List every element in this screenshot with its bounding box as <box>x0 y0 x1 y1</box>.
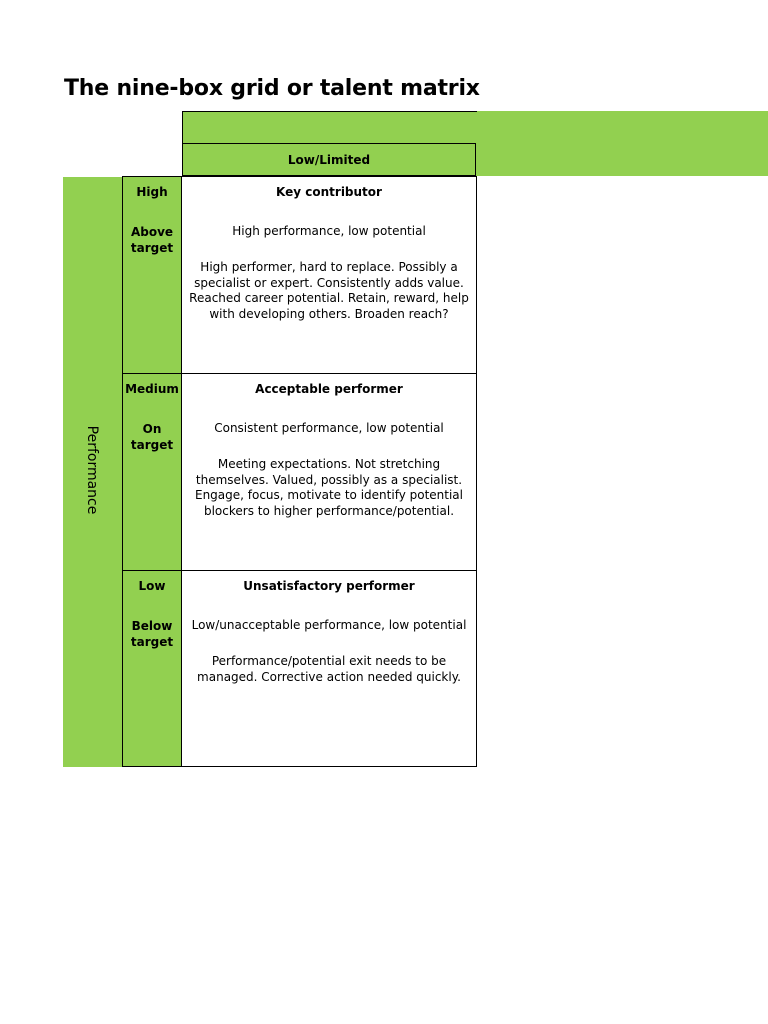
cell-unsatisfactory-performer <box>182 570 477 767</box>
cell-title: Acceptable performer <box>255 382 403 396</box>
cell-subtitle: Low/unacceptable performance, low potential <box>191 618 467 632</box>
column-header-low-limited: Low/Limited <box>182 143 476 176</box>
cell-subtitle: High performance, low potential <box>232 224 426 238</box>
cell-description: High performer, hard to replace. Possibly a specialist or expert. Consistently adds value. Reached career potential. Retain, reward, help with developing others. Broaden reach? <box>189 260 469 321</box>
row-label-high <box>122 176 182 373</box>
page-title: The nine-box grid or talent matrix <box>64 76 480 101</box>
cell-title: Unsatisfactory performer <box>243 579 415 593</box>
cell-description: Meeting expectations. Not stretching themselves. Valued, possibly as a specialist. Engage, focus, motivate to identify potential blockers to higher performance/potential. <box>194 457 463 518</box>
cell-title: Key contributor <box>276 185 382 199</box>
row-level: Low <box>138 579 166 593</box>
grid-bottom-border <box>182 766 477 767</box>
header-left-border <box>182 111 183 143</box>
header-top-border <box>182 111 477 112</box>
row-level: Medium <box>125 382 179 396</box>
row-label-medium <box>122 373 182 570</box>
cell-description: Performance/potential exit needs to be managed. Corrective action needed quickly. <box>197 654 461 684</box>
row-target: Above target <box>130 225 174 255</box>
row-level: High <box>136 185 168 199</box>
cell-subtitle: Consistent performance, low potential <box>214 421 444 435</box>
row-label-low <box>122 570 182 767</box>
performance-axis-label: Performance <box>84 425 100 515</box>
row-target: Below target <box>130 619 174 649</box>
row-target: On target <box>130 422 174 452</box>
cell-key-contributor <box>182 176 477 373</box>
cell-acceptable-performer <box>182 373 477 570</box>
